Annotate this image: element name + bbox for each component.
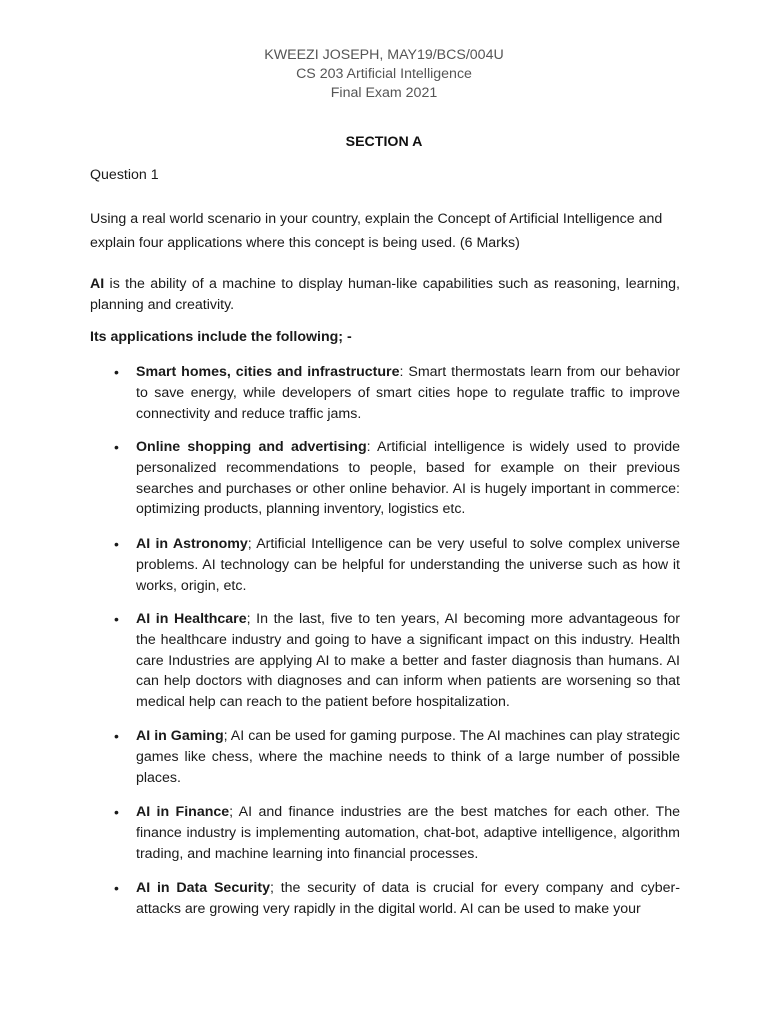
applications-heading: Its applications include the following; - <box>90 329 352 345</box>
application-text: ; the security of data is crucial for every company and cyber-attacks are growing very rapidly in the digital world. AI can be used to make your <box>136 880 680 917</box>
question-label: Question 1 <box>90 167 159 183</box>
application-title: Online shopping and advertising <box>136 439 367 455</box>
application-title: AI in Finance <box>136 804 230 820</box>
list-item <box>114 362 680 424</box>
application-title: AI in Gaming <box>136 728 224 744</box>
application-title: AI in Data Security <box>136 880 270 896</box>
bullet-icon: • <box>114 611 119 627</box>
list-item <box>114 878 680 920</box>
list-item <box>114 726 680 788</box>
author-line: KWEEZI JOSEPH, MAY19/BCS/004U <box>264 47 504 63</box>
definition-text: is the ability of a machine to display human-like capabilities such as reasoning, learning, planning and creativity. <box>90 276 680 313</box>
application-text: ; AI can be used for gaming purpose. The AI machines can play strategic games like chess, where the machine needs to think of a large number of possible places. <box>136 728 681 786</box>
bullet-icon: • <box>114 536 119 552</box>
application-text: : Smart thermostats learn from our behavior to save energy, while developers of smart cities hope to regulate traffic to improve connectivity and reduce traffic jams. <box>136 364 680 422</box>
course-line: CS 203 Artificial Intelligence <box>296 66 472 82</box>
application-text: ; AI and finance industries are the best matches for each other. The finance industry is implementing automation, chat-bot, adaptive intelligence, algorithm trading, and machine learning into financial processes. <box>136 804 680 862</box>
application-title: Smart homes, cities and infrastructure <box>136 364 400 380</box>
list-item <box>114 609 680 713</box>
bullet-icon: • <box>114 728 119 744</box>
section-title: SECTION A <box>345 134 423 150</box>
list-item <box>114 437 680 520</box>
bullet-icon: • <box>114 439 119 455</box>
definition-term: AI <box>90 276 105 292</box>
application-text: ; In the last, five to ten years, AI becoming more advantageous for the healthcare industry and going to have a significant impact on this industry. Health care Industries are applying AI to make a better and faster diagnosis than humans. AI can help doctors with diagnoses and can inform when patients are worsening so that medical help can reach to the patient before hospitalization. <box>136 611 680 711</box>
list-item <box>114 534 680 596</box>
exam-line: Final Exam 2021 <box>330 85 438 101</box>
bullet-icon: • <box>114 880 119 896</box>
application-text: ; Artificial Intelligence can be very useful to solve complex universe problems. AI technology can be helpful for understanding the universe such as how it works, origin, etc. <box>136 536 680 594</box>
application-text: : Artificial intelligence is widely used to provide personalized recommendations to people, based for example on their previous searches and purchases or other online behavior. AI is hugely important in commerce: optimizing products, planning inventory, logistics etc. <box>136 439 680 518</box>
bullet-icon: • <box>114 364 119 380</box>
list-item <box>114 802 680 864</box>
application-title: AI in Healthcare <box>136 611 247 627</box>
bullet-icon: • <box>114 804 119 820</box>
question-text: Using a real world scenario in your country, explain the Concept of Artificial Intelligence and explain four applications where this concept is being used. (6 Marks) <box>90 211 663 251</box>
application-title: AI in Astronomy <box>136 536 248 552</box>
